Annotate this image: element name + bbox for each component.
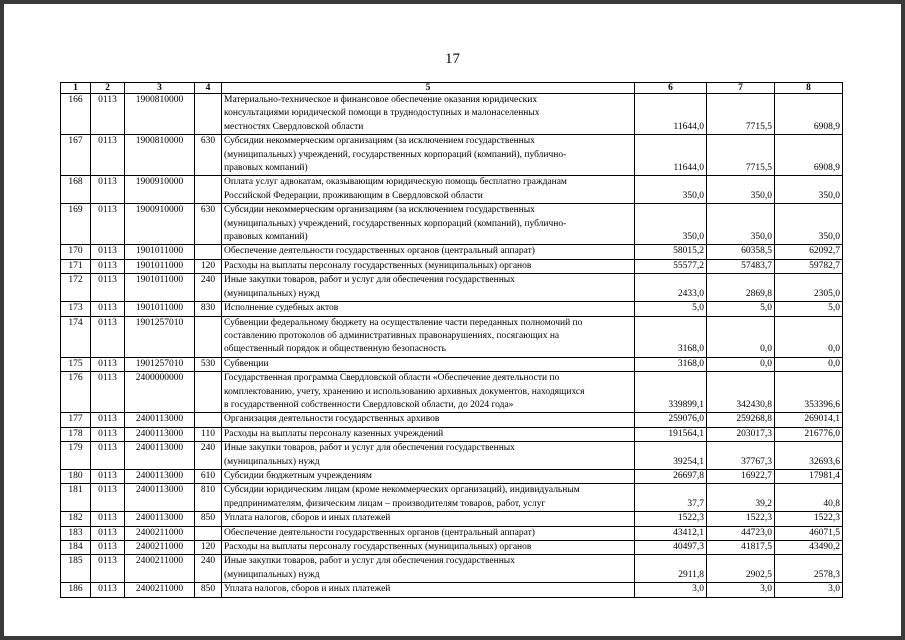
amount-col8-cell: 32693,6 — [775, 442, 843, 470]
row-number-cell: 186 — [61, 583, 91, 597]
description-cell — [222, 427, 635, 441]
description-line: правовых компаний) — [224, 163, 308, 174]
section-code-cell: 0113 — [91, 413, 125, 427]
description-cell — [222, 94, 635, 135]
target-article-cell: 2400113000 — [125, 442, 195, 470]
section-code-cell: 0113 — [91, 316, 125, 357]
expense-type-cell — [195, 176, 222, 204]
expense-type-cell: 610 — [195, 469, 222, 483]
column-header: 7 — [707, 83, 775, 94]
description-line: Организация деятельности государственных архивов — [224, 414, 440, 425]
amount-col6-cell: 39254,1 — [635, 442, 707, 470]
table-body — [61, 94, 843, 598]
section-code-cell: 0113 — [91, 357, 125, 371]
description-line: Иные закупки товаров, работ и услуг для обеспечения государственных — [224, 443, 515, 454]
table-row — [61, 357, 843, 371]
target-article-cell: 2400211000 — [125, 541, 195, 555]
expense-type-cell: 120 — [195, 541, 222, 555]
section-code-cell: 0113 — [91, 259, 125, 273]
description-cell — [222, 526, 635, 540]
description-line: местностях Свердловской области — [224, 121, 364, 132]
amount-col7-cell: 2902,5 — [707, 555, 775, 583]
amount-col6-cell: 58015,2 — [635, 245, 707, 259]
description-cell — [222, 442, 635, 470]
expense-type-cell: 850 — [195, 512, 222, 526]
description-line: (муниципальных) нужд — [224, 456, 320, 467]
amount-col7-cell: 7715,5 — [707, 94, 775, 135]
section-code-cell: 0113 — [91, 372, 125, 413]
amount-col6-cell: 339899,1 — [635, 372, 707, 413]
description-cell — [222, 413, 635, 427]
amount-col7-cell: 350,0 — [707, 204, 775, 245]
row-number-cell: 178 — [61, 427, 91, 441]
amount-col8-cell: 350,0 — [775, 204, 843, 245]
description-line: Субсидии некоммерческим организациям (за исключением государственных — [224, 205, 535, 216]
row-number-cell: 179 — [61, 442, 91, 470]
description-cell — [222, 469, 635, 483]
column-header: 6 — [635, 83, 707, 94]
description-line: Обеспечение деятельности государственных органов (центральный аппарат) — [224, 527, 535, 538]
table-row — [61, 484, 843, 512]
amount-col7-cell: 342430,8 — [707, 372, 775, 413]
amount-col7-cell: 41817,5 — [707, 541, 775, 555]
description-cell — [222, 259, 635, 273]
amount-col8-cell: 2305,0 — [775, 274, 843, 302]
description-line: Субсидии юридическим лицам (кроме некоммерческих организаций), индивидуальным — [224, 485, 580, 496]
row-number-cell: 166 — [61, 94, 91, 135]
amount-col8-cell: 17981,4 — [775, 469, 843, 483]
amount-col8-cell: 62092,7 — [775, 245, 843, 259]
description-cell — [222, 135, 635, 176]
table-row — [61, 316, 843, 357]
row-number-cell: 172 — [61, 274, 91, 302]
amount-col7-cell: 5,0 — [707, 302, 775, 316]
table-row — [61, 372, 843, 413]
section-code-cell: 0113 — [91, 555, 125, 583]
amount-col7-cell: 44723,0 — [707, 526, 775, 540]
table-row — [61, 274, 843, 302]
document-page — [4, 4, 901, 636]
amount-col7-cell: 350,0 — [707, 176, 775, 204]
amount-col8-cell: 43490,2 — [775, 541, 843, 555]
amount-col6-cell: 191564,1 — [635, 427, 707, 441]
table-row — [61, 94, 843, 135]
description-cell — [222, 372, 635, 413]
description-line: (муниципальных) нужд — [224, 288, 320, 299]
amount-col8-cell: 353396,6 — [775, 372, 843, 413]
table-row — [61, 413, 843, 427]
expense-type-cell: 630 — [195, 204, 222, 245]
expense-type-cell: 240 — [195, 555, 222, 583]
expense-type-cell: 830 — [195, 302, 222, 316]
expense-type-cell: 630 — [195, 135, 222, 176]
column-header: 3 — [125, 83, 195, 94]
section-code-cell: 0113 — [91, 583, 125, 597]
description-line: (муниципальных) нужд — [224, 569, 320, 580]
section-code-cell: 0113 — [91, 274, 125, 302]
target-article-cell: 1901257010 — [125, 357, 195, 371]
target-article-cell: 1901011000 — [125, 245, 195, 259]
description-cell — [222, 484, 635, 512]
table-row — [61, 302, 843, 316]
amount-col6-cell: 3168,0 — [635, 357, 707, 371]
table-row — [61, 176, 843, 204]
section-code-cell: 0113 — [91, 484, 125, 512]
row-number-cell: 176 — [61, 372, 91, 413]
description-line: Субсидии бюджетным учреждениям — [224, 470, 372, 481]
section-code-cell: 0113 — [91, 469, 125, 483]
target-article-cell: 2400211000 — [125, 583, 195, 597]
section-code-cell: 0113 — [91, 176, 125, 204]
target-article-cell: 1901257010 — [125, 316, 195, 357]
section-code-cell: 0113 — [91, 541, 125, 555]
expense-type-cell — [195, 413, 222, 427]
table-row — [61, 135, 843, 176]
description-line: (муниципальных) учреждений, государственных корпораций (компаний), публично- — [224, 149, 567, 160]
amount-col7-cell: 0,0 — [707, 357, 775, 371]
target-article-cell: 1901011000 — [125, 302, 195, 316]
target-article-cell: 2400211000 — [125, 555, 195, 583]
amount-col6-cell: 11644,0 — [635, 94, 707, 135]
column-header: 5 — [222, 83, 635, 94]
description-line: Субсидии некоммерческим организациям (за исключением государственных — [224, 136, 535, 147]
amount-col7-cell: 37767,3 — [707, 442, 775, 470]
target-article-cell: 1900810000 — [125, 135, 195, 176]
description-line: Российской Федерации, проживающим в Свердловской области — [224, 190, 483, 201]
row-number-cell: 180 — [61, 469, 91, 483]
expense-type-cell — [195, 94, 222, 135]
description-cell — [222, 583, 635, 597]
amount-col6-cell: 3168,0 — [635, 316, 707, 357]
amount-col6-cell: 26697,8 — [635, 469, 707, 483]
target-article-cell: 2400113000 — [125, 484, 195, 512]
description-line: Субвенции — [224, 358, 269, 369]
amount-col8-cell: 216776,0 — [775, 427, 843, 441]
description-cell — [222, 512, 635, 526]
description-cell — [222, 316, 635, 357]
table-row — [61, 541, 843, 555]
section-code-cell: 0113 — [91, 302, 125, 316]
description-cell — [222, 357, 635, 371]
description-line: Материально-техническое и финансовое обеспечение оказания юридических — [224, 95, 538, 105]
column-header: 8 — [775, 83, 843, 94]
target-article-cell: 2400113000 — [125, 427, 195, 441]
amount-col6-cell: 2433,0 — [635, 274, 707, 302]
description-line: Иные закупки товаров, работ и услуг для обеспечения государственных — [224, 275, 515, 286]
amount-col7-cell: 259268,8 — [707, 413, 775, 427]
description-cell — [222, 176, 635, 204]
row-number-cell: 185 — [61, 555, 91, 583]
target-article-cell: 1900910000 — [125, 176, 195, 204]
row-number-cell: 177 — [61, 413, 91, 427]
description-line: правовых компаний) — [224, 232, 308, 243]
amount-col6-cell: 11644,0 — [635, 135, 707, 176]
amount-col8-cell: 3,0 — [775, 583, 843, 597]
amount-col7-cell: 16922,7 — [707, 469, 775, 483]
amount-col8-cell: 350,0 — [775, 176, 843, 204]
section-code-cell: 0113 — [91, 94, 125, 135]
section-code-cell: 0113 — [91, 512, 125, 526]
amount-col7-cell: 203017,3 — [707, 427, 775, 441]
section-code-cell: 0113 — [91, 427, 125, 441]
row-number-cell: 170 — [61, 245, 91, 259]
description-line: в государственной собственности Свердловской области, до 2024 года» — [224, 399, 514, 410]
table-row — [61, 245, 843, 259]
expense-type-cell: 810 — [195, 484, 222, 512]
description-line: Государственная программа Свердловской области «Обеспечение деятельности по — [224, 373, 560, 384]
amount-col6-cell: 43412,1 — [635, 526, 707, 540]
description-line: Расходы на выплаты персоналу государственных (муниципальных) органов — [224, 260, 532, 271]
amount-col8-cell: 40,8 — [775, 484, 843, 512]
description-cell — [222, 204, 635, 245]
target-article-cell: 2400113000 — [125, 512, 195, 526]
description-cell — [222, 302, 635, 316]
expense-type-cell: 110 — [195, 427, 222, 441]
amount-col8-cell: 59782,7 — [775, 259, 843, 273]
column-header: 1 — [61, 83, 91, 94]
amount-col8-cell: 46071,5 — [775, 526, 843, 540]
row-number-cell: 173 — [61, 302, 91, 316]
target-article-cell: 1900810000 — [125, 94, 195, 135]
section-code-cell: 0113 — [91, 245, 125, 259]
expense-type-cell: 530 — [195, 357, 222, 371]
target-article-cell: 2400000000 — [125, 372, 195, 413]
description-cell — [222, 555, 635, 583]
amount-col8-cell: 0,0 — [775, 357, 843, 371]
description-line: предпринимателям, физическим лицам – производителям товаров, работ, услуг — [224, 498, 546, 509]
page-number: 17 — [445, 51, 460, 67]
amount-col6-cell: 259076,0 — [635, 413, 707, 427]
amount-col6-cell: 55577,2 — [635, 259, 707, 273]
description-line: Уплата налогов, сборов и иных платежей — [224, 513, 391, 524]
expense-type-cell: 850 — [195, 583, 222, 597]
amount-col7-cell: 1522,3 — [707, 512, 775, 526]
column-header: 2 — [91, 83, 125, 94]
row-number-cell: 167 — [61, 135, 91, 176]
expense-type-cell: 240 — [195, 274, 222, 302]
amount-col7-cell: 60358,5 — [707, 245, 775, 259]
section-code-cell: 0113 — [91, 204, 125, 245]
description-line: Обеспечение деятельности государственных органов (центральный аппарат) — [224, 246, 535, 257]
amount-col6-cell: 350,0 — [635, 176, 707, 204]
description-line: Расходы на выплаты персоналу казенных учреждений — [224, 428, 444, 439]
description-line: Субвенции федеральному бюджету на осуществление части переданных полномочий по — [224, 317, 583, 328]
row-number-cell: 184 — [61, 541, 91, 555]
amount-col7-cell: 7715,5 — [707, 135, 775, 176]
row-number-cell: 181 — [61, 484, 91, 512]
target-article-cell: 1901011000 — [125, 259, 195, 273]
expense-type-cell — [195, 316, 222, 357]
table-row — [61, 427, 843, 441]
description-line: Иные закупки товаров, работ и услуг для обеспечения государственных — [224, 556, 515, 567]
amount-col7-cell: 57483,7 — [707, 259, 775, 273]
row-number-cell: 175 — [61, 357, 91, 371]
table-row — [61, 583, 843, 597]
table-row — [61, 442, 843, 470]
description-line: Расходы на выплаты персоналу государственных (муниципальных) органов — [224, 542, 532, 552]
amount-col7-cell: 2869,8 — [707, 274, 775, 302]
amount-col8-cell: 269014,1 — [775, 413, 843, 427]
description-cell — [222, 541, 635, 555]
header-row — [61, 83, 843, 94]
row-number-cell: 169 — [61, 204, 91, 245]
amount-col6-cell: 40497,3 — [635, 541, 707, 555]
target-article-cell: 2400113000 — [125, 413, 195, 427]
amount-col8-cell: 6908,9 — [775, 94, 843, 135]
budget-table — [60, 82, 843, 598]
expense-type-cell: 120 — [195, 259, 222, 273]
table-row — [61, 469, 843, 483]
description-line: консультациями юридической помощи в труднодоступных и малонаселенных — [224, 108, 540, 119]
table-row — [61, 204, 843, 245]
target-article-cell: 1901011000 — [125, 274, 195, 302]
row-number-cell: 168 — [61, 176, 91, 204]
row-number-cell: 171 — [61, 259, 91, 273]
amount-col8-cell: 2578,3 — [775, 555, 843, 583]
description-line: комплектованию, учету, хранению и использованию архивных документов, находящихся — [224, 386, 585, 397]
amount-col7-cell: 0,0 — [707, 316, 775, 357]
description-cell — [222, 274, 635, 302]
expense-type-cell: 240 — [195, 442, 222, 470]
section-code-cell: 0113 — [91, 135, 125, 176]
expense-type-cell — [195, 245, 222, 259]
amount-col6-cell: 5,0 — [635, 302, 707, 316]
amount-col8-cell: 1522,3 — [775, 512, 843, 526]
target-article-cell: 2400113000 — [125, 469, 195, 483]
description-line: Оплата услуг адвокатам, оказывающим юридическую помощь бесплатно гражданам — [224, 177, 567, 188]
amount-col7-cell: 3,0 — [707, 583, 775, 597]
amount-col6-cell: 1522,3 — [635, 512, 707, 526]
amount-col8-cell: 6908,9 — [775, 135, 843, 176]
table-row — [61, 526, 843, 540]
target-article-cell: 2400211000 — [125, 526, 195, 540]
description-line: общественный порядок и общественную безопасность — [224, 344, 446, 355]
amount-col6-cell: 2911,8 — [635, 555, 707, 583]
amount-col7-cell: 39,2 — [707, 484, 775, 512]
description-line: (муниципальных) учреждений, государственных корпораций (компаний), публично- — [224, 218, 567, 229]
table-row — [61, 512, 843, 526]
section-code-cell: 0113 — [91, 442, 125, 470]
amount-col8-cell: 5,0 — [775, 302, 843, 316]
description-line: Уплата налогов, сборов и иных платежей — [224, 584, 391, 595]
description-line: составлению протоколов об административных правонарушениях, посягающих на — [224, 330, 560, 341]
amount-col6-cell: 350,0 — [635, 204, 707, 245]
description-line: Исполнение судебных актов — [224, 303, 339, 314]
amount-col6-cell: 37,7 — [635, 484, 707, 512]
table-row — [61, 555, 843, 583]
table-row — [61, 259, 843, 273]
description-cell — [222, 245, 635, 259]
expense-type-cell — [195, 526, 222, 540]
row-number-cell: 174 — [61, 316, 91, 357]
row-number-cell: 183 — [61, 526, 91, 540]
row-number-cell: 182 — [61, 512, 91, 526]
section-code-cell: 0113 — [91, 526, 125, 540]
amount-col6-cell: 3,0 — [635, 583, 707, 597]
column-header: 4 — [195, 83, 222, 94]
expense-type-cell — [195, 372, 222, 413]
amount-col8-cell: 0,0 — [775, 316, 843, 357]
target-article-cell: 1900910000 — [125, 204, 195, 245]
